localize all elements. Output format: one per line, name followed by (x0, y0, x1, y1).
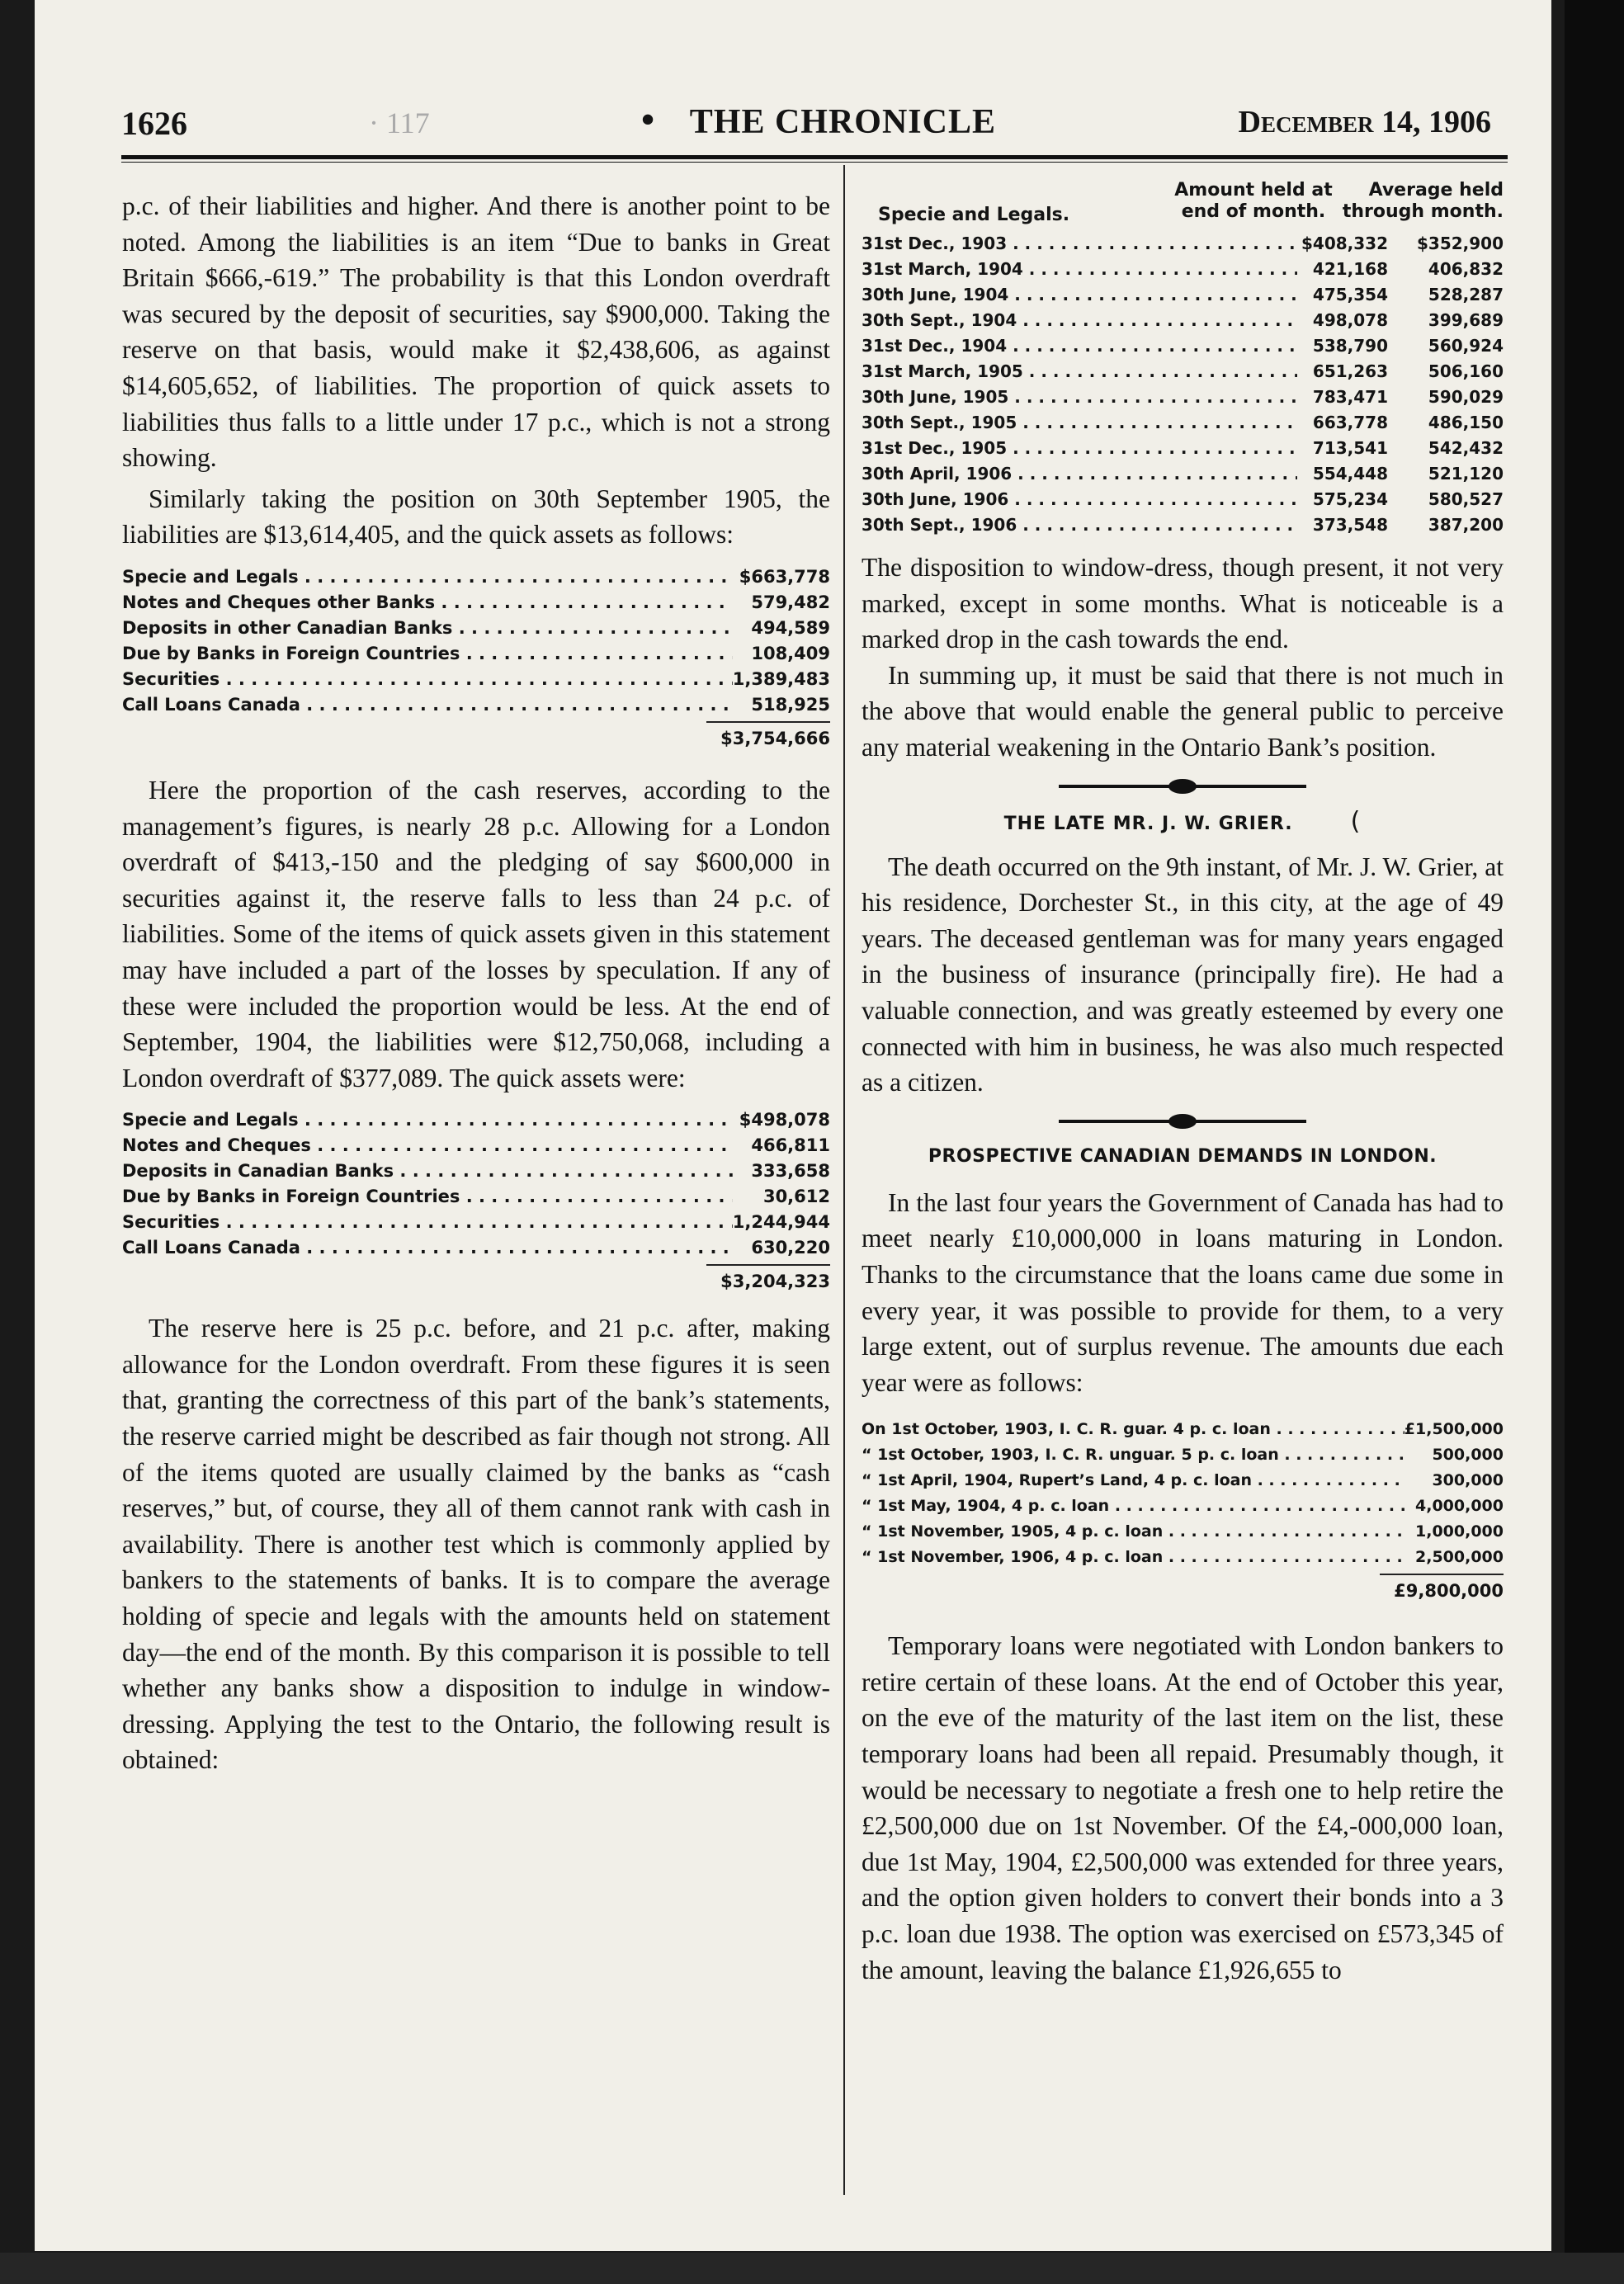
paragraph: The reserve here is 25 p.c. before, and 21 p.c. after, making allowance for the London overdraft. From these figures it is seen that, granting the correctness of this part of the bank’s statements, the reserve carried might be described as fair though not strong. All of the items quoted are usually claimed by the banks as “cash reserves,” but, of course, they all of them cannot rank with cash in availability. There is another test which is commonly applied by bankers to the statements of banks. It is to compare the average holding of specie and legals with the amounts held on statement day—the end of the month. By this comparison it is possible to tell whether any banks show a disposition to indulge in window-dressing. Applying the test to the Ontario, the following result is obtained: (122, 1314, 830, 1775)
table-row (122, 1133, 830, 1159)
row-held: 575,234 (1312, 489, 1388, 509)
table-row (122, 692, 830, 718)
table-row (862, 436, 1504, 461)
row-value: $498,078 (739, 1110, 830, 1130)
row-value: 1,389,483 (732, 668, 830, 689)
row-average: 580,527 (1428, 489, 1504, 509)
row-date: 31st Dec., 1904 . . . (862, 333, 1297, 359)
table-row (122, 1210, 830, 1235)
row-date: 30th Sept., 1905 . . . (862, 410, 1297, 436)
table-row (122, 616, 830, 641)
scan-border-bottom (0, 2253, 1624, 2284)
row-value: 579,482 (751, 592, 830, 612)
row-held: 554,448 (1312, 464, 1388, 484)
table-row (862, 359, 1504, 385)
row-value: 333,658 (751, 1161, 830, 1182)
paragraph: Here the proportion of the cash reserves, according to the management’s figures, is nearly 28 p.c. Allowing for a London overdraft of $413,-150 and the pledging of say $600,000 in securities against it, the reserve falls to less than 24 p.c. of liabilities. Some of the items of quick assets given in this statement may have included a part of the losses by speculation. If any of these were included the proportion would be less. At the end of September, 1904, the liabilities were $12,750,068, including a London overdraft of $377,089. The quick assets were: (122, 775, 830, 1092)
row-held: 498,078 (1312, 310, 1388, 330)
table-row (122, 667, 830, 692)
row-average: 542,432 (1428, 438, 1504, 458)
table-row (862, 1442, 1504, 1468)
loan-label: “ 1st October, 1903, I. C. R. unguar. 5 p. c. loan . . . (862, 1442, 1404, 1468)
row-label: Due by Banks in Foreign Countries . . . (122, 641, 733, 667)
row-value: 1,244,944 (732, 1212, 830, 1233)
row-label: Specie and Legals . . . (122, 1107, 733, 1133)
quick-assets-table-1904 (122, 1107, 830, 1261)
table-row (862, 385, 1504, 410)
table-row (862, 333, 1504, 359)
header-rule (121, 155, 1508, 159)
loan-value: 1,000,000 (1415, 1522, 1504, 1541)
paragraph: p.c. of their liabilities and higher. And there is another point to be noted. Among the liabilities is an item “Due to banks in Great Britain $666,-619.” The probability is that this London overdraft was secured by the deposit of securities, say $900,000. Taking the reserve on that basis, would make it $2,438,606, as against $14,605,652, of liabilities. The proportion of quick assets to liabilities thus falls to a little under 17 p.c., which is not a strong showing. (122, 191, 830, 473)
row-date: 31st Dec., 1905 . . . (862, 436, 1297, 461)
scan-border-right (1565, 0, 1624, 2284)
section-heading-grier: THE LATE MR. J. W. GRIER. ( (1003, 806, 1362, 836)
row-label: Call Loans Canada . . . (122, 1235, 733, 1261)
row-label: Securities . . . (122, 1210, 733, 1235)
row-label: Due by Banks in Foreign Countries . . . (122, 1184, 733, 1210)
row-value: $663,778 (739, 566, 830, 587)
issue-date: December 14, 1906 (1238, 105, 1491, 139)
loan-value: 4,000,000 (1415, 1497, 1504, 1516)
row-value: 466,811 (751, 1135, 830, 1156)
row-average: 486,150 (1428, 413, 1504, 432)
page-header (121, 97, 1508, 147)
loan-value: 2,500,000 (1415, 1548, 1504, 1567)
row-held: 538,790 (1312, 336, 1388, 356)
header-bullet: • (641, 98, 655, 140)
loan-label: On 1st October, 1903, I. C. R. guar. 4 p. c. loan . . . (862, 1417, 1404, 1442)
specie-legals-table (862, 231, 1504, 538)
table-row (862, 257, 1504, 282)
table-row (862, 512, 1504, 538)
table-row (862, 231, 1504, 257)
table-row (862, 1545, 1504, 1570)
row-held: 373,548 (1312, 515, 1388, 535)
row-average: 387,200 (1428, 515, 1504, 535)
row-label: Deposits in Canadian Banks . . . (122, 1159, 733, 1184)
paragraph: Similarly taking the position on 30th September 1905, the liabilities are $13,614,405, and the quick assets as follows: (122, 484, 830, 550)
loan-value: £1,500,000 (1404, 1420, 1504, 1439)
row-value: 630,220 (751, 1238, 830, 1258)
section-divider-ornament (1059, 1114, 1306, 1129)
row-held: 663,778 (1312, 413, 1388, 432)
row-label: Securities . . . (122, 667, 733, 692)
row-held: 421,168 (1312, 259, 1388, 279)
row-average: 506,160 (1428, 361, 1504, 381)
row-held: 475,354 (1312, 285, 1388, 304)
row-average: $352,900 (1416, 234, 1504, 253)
row-date: 30th June, 1905 . . . (862, 385, 1297, 410)
row-average: 590,029 (1428, 387, 1504, 407)
header-specie: Specie and Legals. (878, 205, 1070, 225)
row-label: Call Loans Canada . . . (122, 692, 733, 718)
loan-label: “ 1st May, 1904, 4 p. c. loan . . . (862, 1494, 1404, 1519)
loan-label: “ 1st April, 1904, Rupert’s Land, 4 p. c. loan . . . (862, 1468, 1404, 1494)
paragraph: The death occurred on the 9th instant, of Mr. J. W. Grier, at his residence, Dorchester St., in this city, at the age of 49 years. The deceased gentleman was for many years engaged in the business of insurance (principally fire). He had a valuable connection, and was greatly esteemed by every one connected with him in business, he was also much respected as a citizen. (862, 852, 1504, 1097)
table-total: $3,754,666 (720, 728, 830, 748)
row-value: 108,409 (751, 643, 830, 663)
paragraph: In summing up, it must be said that there is not much in the above that would enable the general public to perceive any material weakening in the Ontario Bank’s position. (862, 660, 1504, 762)
table-row (122, 564, 830, 590)
table-row (862, 282, 1504, 308)
table-total: $3,204,323 (720, 1272, 830, 1292)
table-row (122, 1159, 830, 1184)
table-row (122, 1107, 830, 1133)
row-value: 494,589 (751, 617, 830, 638)
row-average: 521,120 (1428, 464, 1504, 484)
loan-label: “ 1st November, 1905, 4 p. c. loan . . . (862, 1519, 1404, 1545)
row-held: 713,541 (1312, 438, 1388, 458)
paragraph: Temporary loans were negotiated with London bankers to retire certain of these loans. At the end of October this year, on the eve of the maturity of the last item on the list, these temporary loans had been all repaid. Presumably though, it would be necessary to negotiate a fresh one to help retire the £2,500,000 due on 1st November. Of the £4,-000,000 loan, due 1st May, 1904, £2,500,000 was extended for three years, and the option given holders to convert their bonds into a 3 p.c. loan due 1938. The option was exercised on £573,345 of the amount, leaving the balance £1,926,655 to (862, 1631, 1504, 1984)
row-average: 399,689 (1428, 310, 1504, 330)
table-row (122, 1235, 830, 1261)
publication-title: THE CHRONICLE (689, 103, 996, 141)
left-column (122, 188, 830, 1778)
quick-assets-table-1905 (122, 564, 830, 718)
row-label: Deposits in other Canadian Banks . . . (122, 616, 733, 641)
row-value: 30,612 (762, 1187, 830, 1207)
column-divider (843, 165, 845, 2195)
header-rule-thin (121, 162, 1508, 163)
table-row (862, 1494, 1504, 1519)
right-column (862, 180, 1504, 1988)
cash-table-header (862, 180, 1504, 231)
loan-value: 300,000 (1432, 1471, 1504, 1490)
row-label: Notes and Cheques other Banks . . . (122, 590, 733, 616)
table-row (862, 1417, 1504, 1442)
header-amount-held: Amount held at end of month. (1174, 180, 1333, 222)
row-held: 651,263 (1312, 361, 1388, 381)
table-row (122, 590, 830, 616)
row-value: 518,925 (751, 694, 830, 715)
row-date: 31st March, 1904 . . . (862, 257, 1297, 282)
row-date: 31st March, 1905 . . . (862, 359, 1297, 385)
table-row (862, 1468, 1504, 1494)
paragraph: In the last four years the Government of Canada has had to meet nearly £10,000,000 in loans maturing in London. Thanks to the circumstance that the loans came due some in every year, it was possible to provide for them, to a very large extent, out of surplus revenue. The amounts due each year were as follows: (862, 1187, 1504, 1397)
loan-value: 500,000 (1432, 1446, 1504, 1465)
row-held: 783,471 (1312, 387, 1388, 407)
row-date: 30th April, 1906 . . . (862, 461, 1297, 487)
table-row (862, 308, 1504, 333)
row-label: Notes and Cheques . . . (122, 1133, 733, 1159)
loans-table (862, 1417, 1504, 1570)
table-row (862, 1519, 1504, 1545)
row-label: Specie and Legals . . . (122, 564, 733, 590)
row-date: 30th Sept., 1906 . . . (862, 512, 1297, 538)
paragraph: The disposition to window-dress, though present, it not very marked, except in some months. What is noticeable is a marked drop in the cash towards the end. (862, 553, 1504, 654)
row-average: 560,924 (1428, 336, 1504, 356)
row-held: $408,332 (1301, 234, 1388, 253)
row-date: 31st Dec., 1903 . . . (862, 231, 1297, 257)
newspaper-page (35, 0, 1551, 2251)
table-row (122, 641, 830, 667)
row-average: 406,832 (1428, 259, 1504, 279)
section-divider-ornament (1059, 779, 1306, 794)
table-row (862, 461, 1504, 487)
header-average-held: Average held through month. (1342, 180, 1504, 222)
row-date: 30th June, 1904 . . . (862, 282, 1297, 308)
table-row (862, 410, 1504, 436)
page-number: 1626 (121, 105, 187, 142)
faded-stamp: · 117 (369, 106, 430, 139)
loan-label: “ 1st November, 1906, 4 p. c. loan . . . (862, 1545, 1404, 1570)
table-total: £9,800,000 (1394, 1581, 1504, 1602)
row-date: 30th Sept., 1904 . . . (862, 308, 1297, 333)
section-heading-canadian-demands: PROSPECTIVE CANADIAN DEMANDS IN LONDON. (928, 1145, 1438, 1167)
row-date: 30th June, 1906 . . . (862, 487, 1297, 512)
table-row (122, 1184, 830, 1210)
table-row (862, 487, 1504, 512)
row-average: 528,287 (1428, 285, 1504, 304)
